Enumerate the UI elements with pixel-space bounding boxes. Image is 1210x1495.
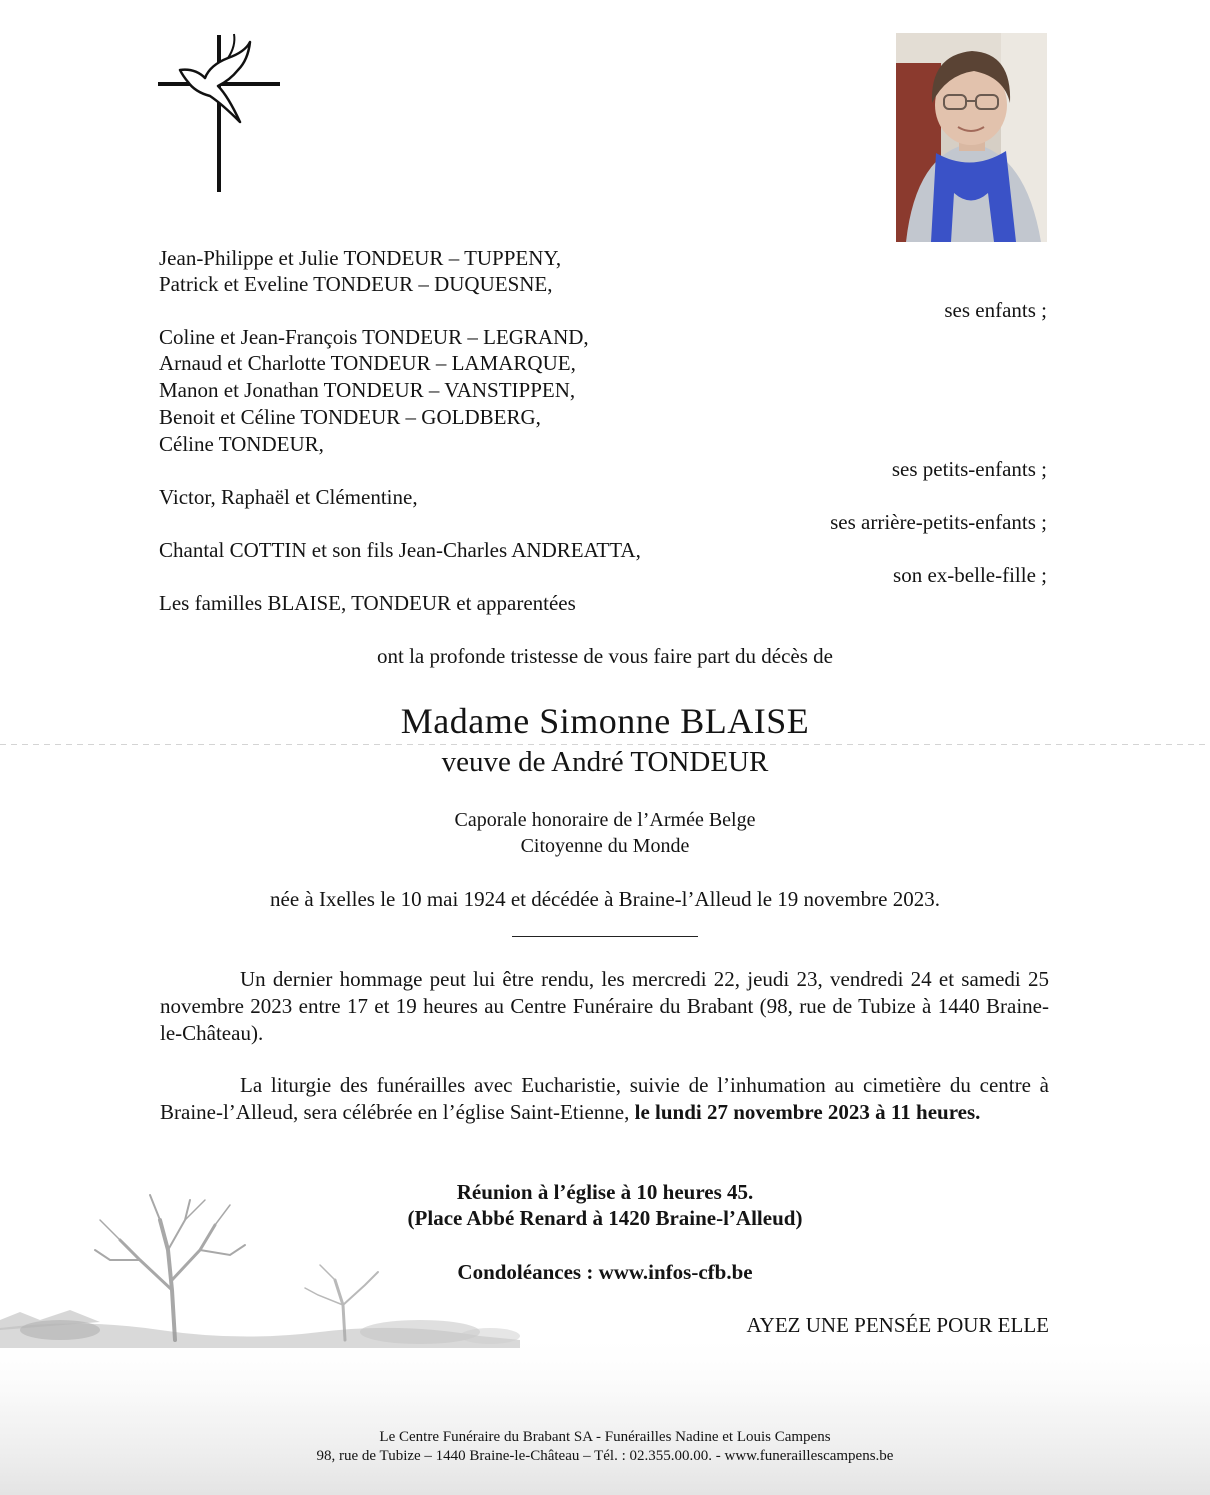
children-role: ses enfants ; bbox=[944, 298, 1047, 322]
family-grandchild-1: Coline et Jean-François TONDEUR – LEGRAND, bbox=[159, 325, 589, 349]
deceased-name: Madame Simonne BLAISE bbox=[400, 701, 810, 741]
footer-company: Le Centre Funéraire du Brabant SA - Funérailles Nadine et Louis Campens bbox=[379, 1429, 831, 1445]
condolences-link[interactable]: Condoléances : www.infos-cfb.be bbox=[457, 1260, 753, 1284]
visitation-paragraph bbox=[160, 966, 1049, 1047]
cross-with-dove-icon bbox=[150, 30, 290, 200]
citizen-title: Citoyenne du Monde bbox=[520, 835, 690, 857]
family-ex-daughter-in-law: Chantal COTTIN et son fils Jean-Charles ANDREATTA, bbox=[159, 538, 641, 562]
family-grandchild-5: Céline TONDEUR, bbox=[159, 432, 324, 456]
family-grandchild-3: Manon et Jonathan TONDEUR – VANSTIPPEN, bbox=[159, 378, 576, 402]
family-grandchild-4: Benoit et Céline TONDEUR – GOLDBERG, bbox=[159, 405, 541, 429]
great-grandchildren-role: ses arrière-petits-enfants ; bbox=[830, 510, 1047, 534]
family-great-grandchildren: Victor, Raphaël et Clémentine, bbox=[159, 485, 418, 509]
closing-text: AYEZ UNE PENSÉE POUR ELLE bbox=[746, 1313, 1049, 1337]
meeting-time: Réunion à l’église à 10 heures 45. bbox=[456, 1180, 754, 1204]
section-divider bbox=[512, 936, 698, 937]
liturgy-paragraph bbox=[160, 1072, 1049, 1126]
liturgy-text: La liturgie des funérailles avec Eucharistie, suivie de l’inhumation au cimetière du centre à Braine-l’Alleud, sera célébrée en l’église Saint-Etienne, bbox=[160, 1073, 1049, 1124]
family-child-2: Patrick et Eveline TONDEUR – DUQUESNE, bbox=[159, 272, 553, 296]
family-grandchild-2: Arnaud et Charlotte TONDEUR – LAMARQUE, bbox=[159, 351, 576, 375]
birth-death-dates: née à Ixelles le 10 mai 1924 et décédée à Braine-l’Alleud le 19 novembre 2023. bbox=[270, 887, 940, 911]
portrait-photo bbox=[896, 33, 1047, 242]
announcement-text: ont la profonde tristesse de vous faire part du décès de bbox=[376, 644, 833, 668]
grandchildren-role: ses petits-enfants ; bbox=[891, 457, 1047, 481]
ex-daughter-in-law-role: son ex-belle-fille ; bbox=[893, 563, 1047, 587]
visitation-text: Un dernier hommage peut lui être rendu, les mercredi 22, jeudi 23, vendredi 24 et samedi 25 novembre 2023 entre 17 et 19 heures au Centre Funéraire du Brabant (98, rue de Tubize à 1440 Braine-le-Château). bbox=[160, 967, 1049, 1045]
honorary-title: Caporale honoraire de l’Armée Belge bbox=[454, 809, 756, 831]
family-child-1: Jean-Philippe et Julie TONDEUR – TUPPENY, bbox=[159, 246, 562, 270]
meeting-place: (Place Abbé Renard à 1420 Braine-l’Alleud) bbox=[407, 1206, 803, 1230]
widow-of-line: veuve de André TONDEUR bbox=[441, 746, 769, 778]
footer-address: 98, rue de Tubize – 1440 Braine-le-Château – Tél. : 02.355.00.00. - www.funeraillescampens.be bbox=[316, 1448, 894, 1464]
liturgy-date: le lundi 27 novembre 2023 à 11 heures. bbox=[634, 1100, 981, 1124]
family-families: Les familles BLAISE, TONDEUR et apparentées bbox=[159, 591, 576, 615]
